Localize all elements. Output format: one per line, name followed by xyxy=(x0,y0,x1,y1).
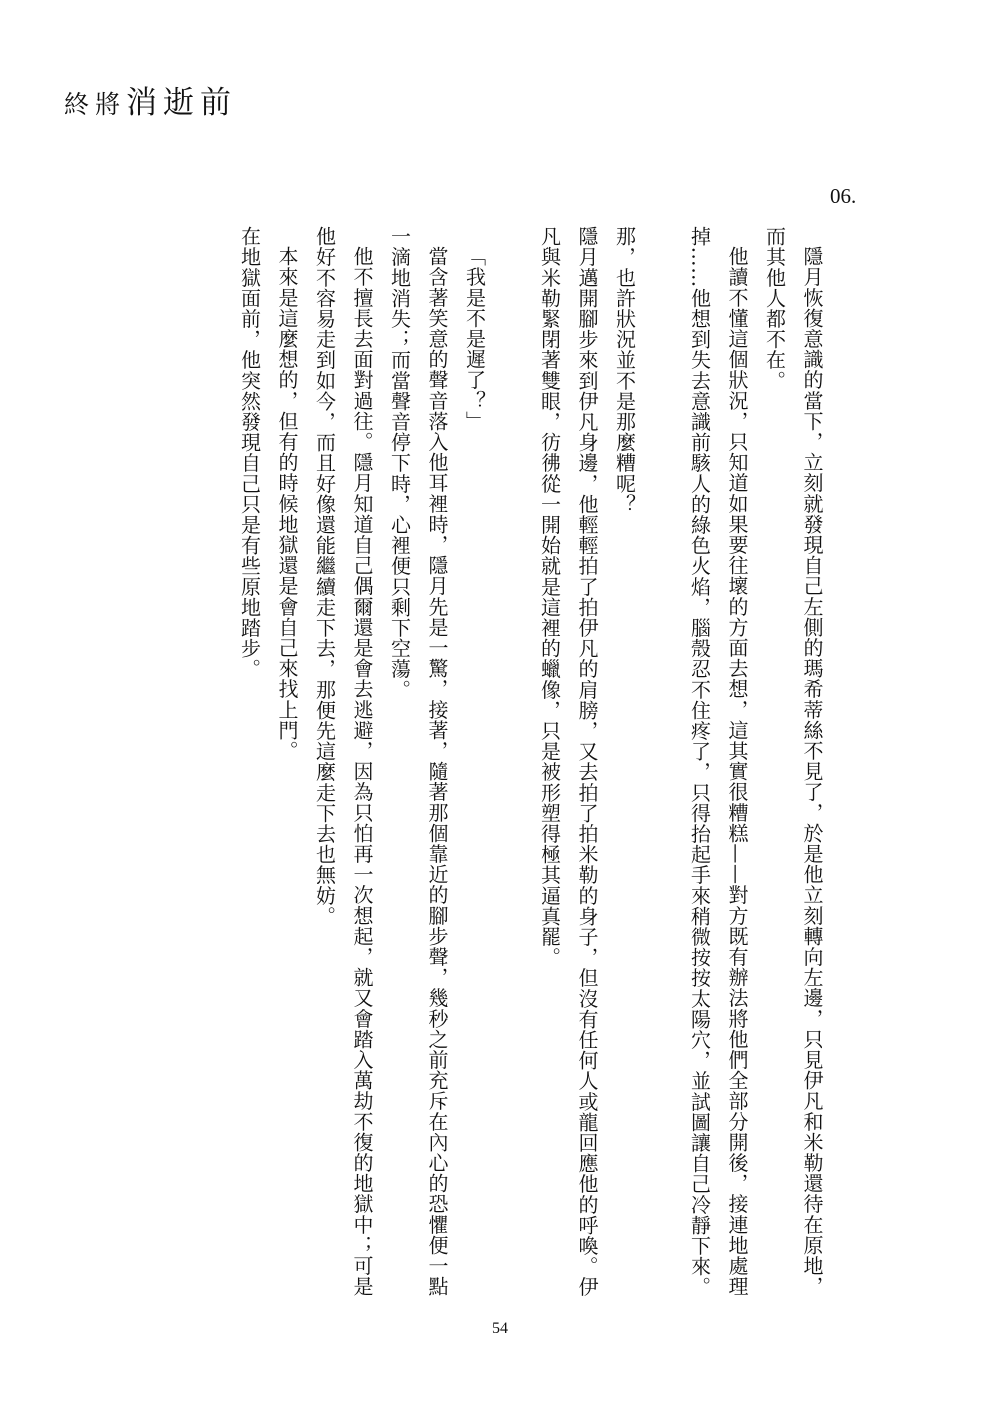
paragraph: 在地獄面前，他突然發現自己只是有些原地踏步。 xyxy=(237,226,262,680)
header-title-part2: 消逝前 xyxy=(126,85,238,121)
header-title-part1: 終將 xyxy=(64,90,127,119)
paragraph-spacer xyxy=(493,226,531,227)
paragraph: 本來是這麼想的，但有的時候地獄還是會自己來找上門。 xyxy=(275,246,299,761)
paragraph: 隱月邁開腳步來到伊凡身邊，他輕輕拍了拍伊凡的肩膀，又去拍了拍米勒的身子，但沒有任何人或龍回應他的呼喚。伊凡與米勒緊閉著雙眼，彷彿從一開始就是這裡的蠟像，只是被形塑得極其逼真罷。 xyxy=(537,226,599,1298)
vertical-body-text xyxy=(230,226,830,1306)
paragraph: 他讀不懂這個狀況，只知道如果要往壞的方面去想，這其實很糟糕——對方既有辦法將他們全部分開後，接連地處理掉……他想到失去意識前駭人的綠色火焰，腦殼忍不住疼了，只得抬起手來稍微按按太陽穴，並試圖讓自己冷靜下來。 xyxy=(687,226,749,1298)
paragraph: 他不擅長去面對過往。隱月知道自己偶爾還是會去逃避，因為只怕再一次想起，就又會踏入萬劫不復的地獄中；可是他好不容易走到如今，而且好像還能繼續走下去，那便先這麼走下去也無妨。 xyxy=(312,226,374,1297)
paragraph: 當含著笑意的聲音落入他耳裡時，隱月先是一驚，接著，隨著那個靠近的腳步聲，幾秒之前充斥在內心的恐懼便一點一滴地消失；而當聲音停下時，心裡便只剩下空蕩。 xyxy=(387,226,449,1297)
page-number: 54 xyxy=(492,1320,508,1337)
paragraph-spacer xyxy=(643,226,681,227)
paragraph: 隱月恢復意識的當下，立刻就發現自己左側的瑪希蒂絲不見了，於是他立刻轉向左邊，只見伊凡和米勒還待在原地，而其他人都不在。 xyxy=(762,226,824,1297)
running-header-title xyxy=(64,85,238,121)
dialogue-line: 「我是不是遲了？」 xyxy=(462,246,487,432)
chapter-number: 06. xyxy=(830,184,857,208)
paragraph: 那，也許狀況並不是那麼糟呢？ xyxy=(612,226,637,515)
